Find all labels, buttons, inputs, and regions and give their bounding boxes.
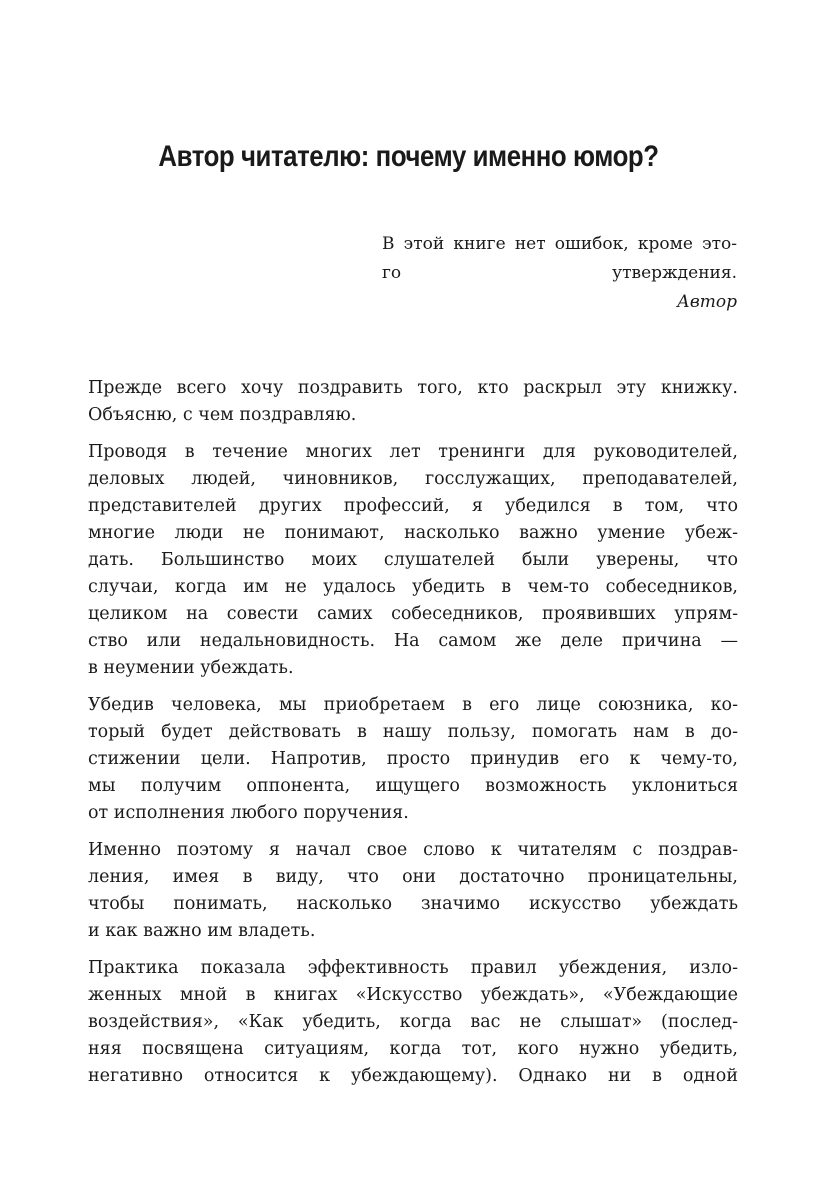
text-line: няя посвящена ситуациям, когда тот, кого нужно убедить, (88, 1039, 738, 1059)
text-line: воздействия», «Как убедить, когда вас не слышат» (послед- (88, 1012, 738, 1032)
chapter-title: Автор читателю: почему именно юмор? (158, 140, 659, 173)
text-line: мы получим оппонента, ищущего возможность уклониться (88, 776, 738, 796)
paragraph (88, 837, 738, 945)
paragraph (88, 439, 738, 682)
text-line: ления, имея в виду, что они достаточно проницательны, (88, 867, 738, 887)
body-text (88, 375, 738, 1100)
paragraph (88, 955, 738, 1090)
text-line: Убедив человека, мы приобретаем в его лице союзника, ко- (88, 695, 738, 715)
text-line: Практика показала эффективность правил убеждения, изло- (88, 958, 738, 978)
text-line: ство или недальновидность. На самом же деле причина — (88, 631, 738, 651)
text-line: торый будет действовать в нашу пользу, помогать нам в до- (88, 722, 738, 742)
text-line: Именно поэтому я начал свое слово к читателям с поздрав- (88, 840, 738, 860)
text-line: Объясню, с чем поздравляю. (88, 405, 357, 425)
text-line: Прежде всего хочу поздравить того, кто раскрыл эту книжку. (88, 378, 738, 398)
text-line: случаи, когда им не удалось убедить в чем-то собеседников, (88, 577, 738, 597)
epigraph (382, 230, 737, 317)
text-line: целиком на совести самих собеседников, проявивших упрям- (88, 604, 738, 624)
paragraph (88, 692, 738, 827)
epigraph-author: Автор (676, 292, 737, 312)
text-line: деловых людей, чиновников, госслужащих, преподавателей, (88, 469, 738, 489)
text-line: представителей других профессий, я убедился в том, что (88, 496, 738, 516)
text-line: стижении цели. Напротив, просто принудив его к чему-то, (88, 749, 738, 769)
text-line: и как важно им владеть. (88, 921, 316, 941)
epigraph-line: В этой книге нет ошибок, кроме это- (382, 234, 737, 254)
text-line: женных мной в книгах «Искусство убеждать», «Убеждающие (88, 985, 738, 1005)
text-line: Проводя в течение многих лет тренинги для руководителей, (88, 442, 738, 462)
text-line: дать. Большинство моих слушателей были уверены, что (88, 550, 738, 570)
text-line: чтобы понимать, насколько значимо искусство убеждать (88, 894, 738, 914)
text-line: многие люди не понимают, насколько важно умение убеж- (88, 523, 738, 543)
epigraph-line: го утверждения. (382, 263, 737, 283)
paragraph (88, 375, 738, 429)
text-line: в неумении убеждать. (88, 658, 294, 678)
text-line: от исполнения любого поручения. (88, 803, 409, 823)
text-line: негативно относится к убеждающему). Однако ни в одной (88, 1066, 738, 1086)
